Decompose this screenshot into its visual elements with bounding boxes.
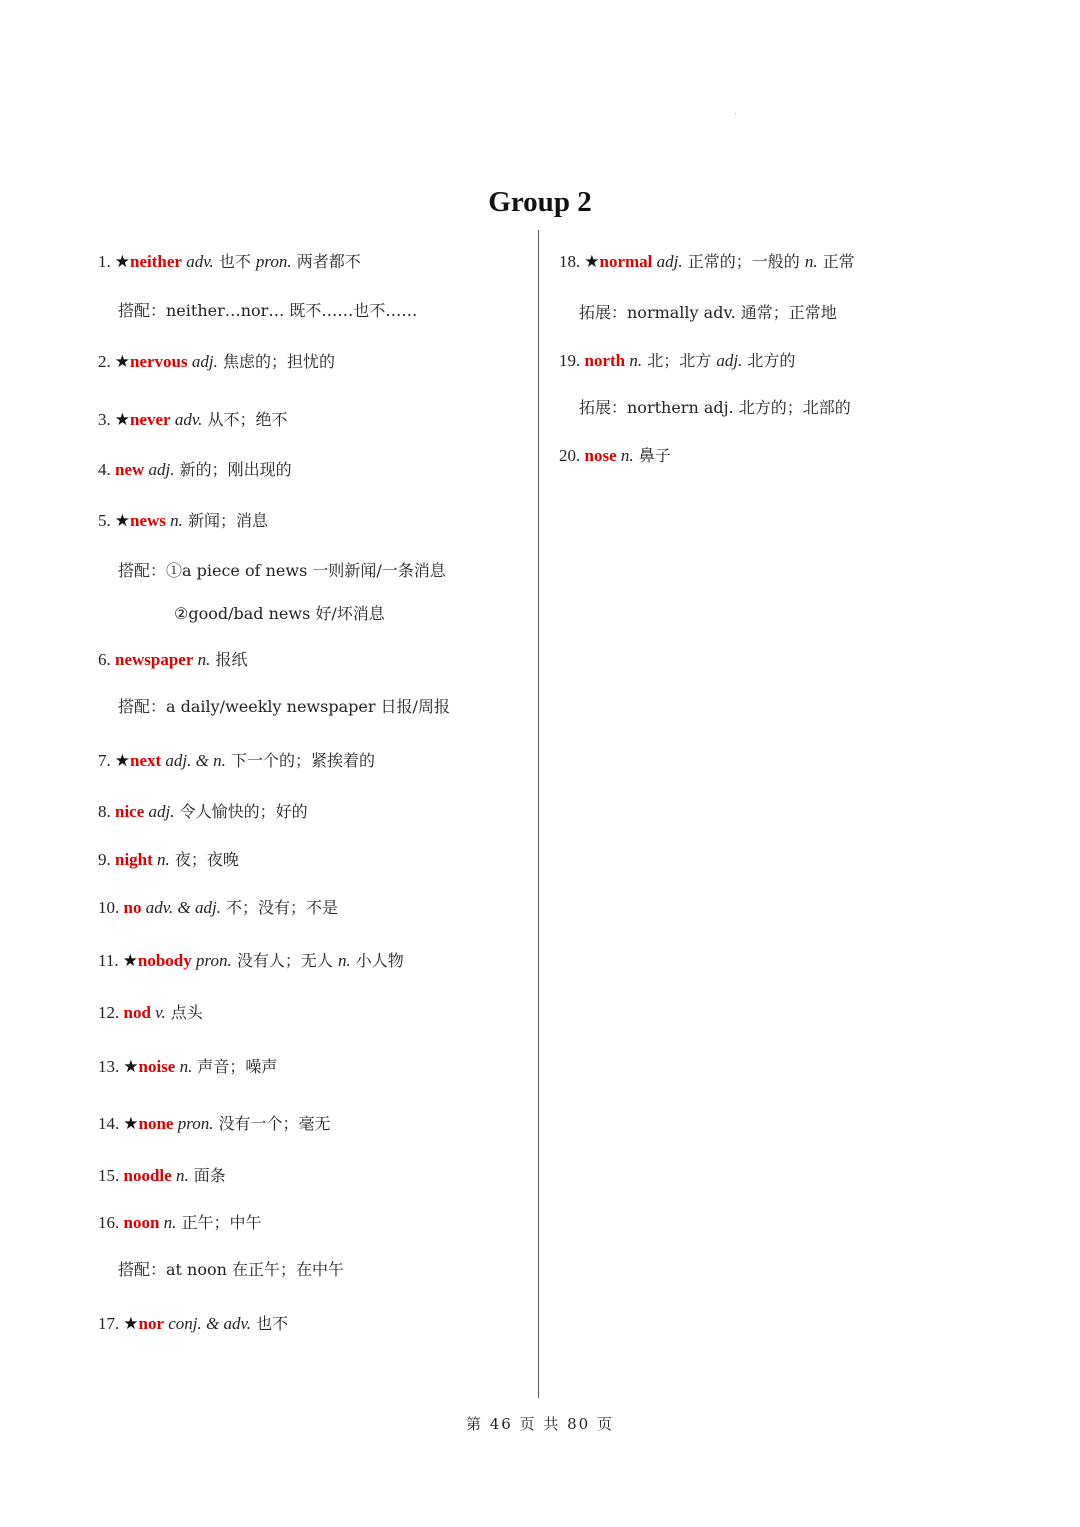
- entry-number: 16.: [98, 1213, 120, 1232]
- entry-number: 10.: [98, 898, 120, 917]
- entry-number: 20.: [559, 446, 581, 465]
- definition: 鼻子: [633, 446, 671, 465]
- part-of-speech: n.: [152, 850, 170, 869]
- definition: 正常的；一般的: [682, 252, 805, 271]
- part-of-speech: adj.: [187, 352, 218, 371]
- entry-word: night: [115, 850, 153, 869]
- definition: 正常: [817, 252, 855, 271]
- star-icon: ★: [122, 951, 138, 970]
- entry-number: 6.: [98, 650, 111, 669]
- entry-number: 9.: [98, 850, 111, 869]
- vocab-entry: [98, 250, 361, 274]
- star-icon: ★: [114, 410, 130, 429]
- definition: 北；北方: [642, 351, 717, 370]
- part-of-speech: v.: [150, 1003, 166, 1022]
- entry-number: 5.: [98, 511, 111, 530]
- collocation-note: [118, 559, 446, 583]
- star-icon: ★: [114, 352, 130, 371]
- vocab-entry: [98, 648, 248, 672]
- star-icon: ★: [114, 751, 130, 770]
- vocab-entry: [98, 1055, 277, 1079]
- entry-number: 12.: [98, 1003, 120, 1022]
- definition: 点头: [165, 1003, 203, 1022]
- entry-number: 15.: [98, 1166, 120, 1185]
- entry-number: 1.: [98, 252, 111, 271]
- entry-number: 13.: [98, 1057, 120, 1076]
- vocab-entry: [98, 896, 338, 920]
- definition: 两者都不: [291, 252, 361, 271]
- definition: 夜；夜晚: [169, 850, 239, 869]
- star-icon: ★: [114, 252, 130, 271]
- definition: 新的；刚出现的: [174, 460, 292, 479]
- definition: 北方的: [742, 351, 796, 370]
- definition: 也不: [213, 252, 256, 271]
- entry-word: nod: [123, 1003, 151, 1022]
- part-of-speech: n.: [159, 1213, 177, 1232]
- star-icon: ★: [123, 1057, 139, 1076]
- definition: 新闻；消息: [182, 511, 268, 530]
- note-text: 拓展：normally adv. 通常；正常地: [579, 303, 837, 322]
- collocation-note: [174, 602, 385, 626]
- definition: 不；没有；不是: [220, 898, 339, 917]
- entry-word: nobody: [137, 951, 192, 970]
- entry-word: nose: [584, 446, 617, 465]
- part-of-speech: pron.: [173, 1114, 214, 1133]
- vocab-entry: [98, 1312, 288, 1336]
- part-of-speech: n.: [171, 1166, 189, 1185]
- entry-word: north: [584, 351, 626, 370]
- entry-number: 18.: [559, 252, 581, 271]
- entry-word: never: [130, 410, 171, 429]
- star-icon: ★: [584, 252, 600, 271]
- vocab-entry: [98, 749, 375, 773]
- collocation-note: [579, 396, 851, 420]
- entry-number: 8.: [98, 802, 111, 821]
- entry-word: noon: [123, 1213, 160, 1232]
- entry-number: 2.: [98, 352, 111, 371]
- part-of-speech: adv. & adj.: [141, 898, 221, 917]
- part-of-speech: adj.: [716, 351, 743, 370]
- entry-word: noise: [138, 1057, 176, 1076]
- entry-number: 7.: [98, 751, 111, 770]
- definition: 焦虑的；担忧的: [217, 352, 335, 371]
- definition: 没有一个；毫无: [213, 1114, 331, 1133]
- note-text: 搭配：a daily/weekly newspaper 日报/周报: [118, 697, 450, 716]
- definition: 正午；中午: [176, 1213, 262, 1232]
- star-icon: ★: [123, 1314, 139, 1333]
- vocab-entry: [98, 848, 239, 872]
- entry-number: 4.: [98, 460, 111, 479]
- entry-word: noodle: [123, 1166, 172, 1185]
- entry-word: normal: [599, 252, 653, 271]
- collocation-note: [579, 301, 837, 325]
- entry-word: no: [123, 898, 142, 917]
- entry-word: news: [130, 511, 166, 530]
- definition: 从不；绝不: [202, 410, 288, 429]
- part-of-speech: n.: [193, 650, 211, 669]
- entry-number: 19.: [559, 351, 581, 370]
- entry-word: none: [138, 1114, 174, 1133]
- part-of-speech: adv.: [170, 410, 203, 429]
- page-footer: 第 46 页 共 80 页: [465, 1415, 614, 1433]
- part-of-speech: n.: [616, 446, 634, 465]
- vocab-entry: [98, 408, 287, 432]
- collocation-note: [118, 695, 450, 719]
- entry-word: nice: [115, 802, 145, 821]
- part-of-speech: conj. & adv.: [164, 1314, 252, 1333]
- vocab-entry: [98, 1164, 226, 1188]
- vocab-entry: [98, 350, 335, 374]
- definition: 小人物: [350, 951, 404, 970]
- part-of-speech: adj. & n.: [161, 751, 226, 770]
- part-of-speech: adj.: [652, 252, 683, 271]
- definition: 声音；噪声: [192, 1057, 278, 1076]
- vocab-entry: [98, 458, 292, 482]
- entry-number: 14.: [98, 1114, 120, 1133]
- part-of-speech: adv.: [181, 252, 214, 271]
- entry-number: 11.: [98, 951, 119, 970]
- stray-mark: [735, 113, 736, 114]
- note-text: 搭配：at noon 在正午；在中午: [118, 1260, 345, 1279]
- definition: 令人愉快的；好的: [174, 802, 308, 821]
- vocab-entry: [98, 1211, 262, 1235]
- part-of-speech: adj.: [144, 460, 175, 479]
- vocab-entry: [98, 949, 404, 973]
- note-text: 拓展：northern adj. 北方的；北部的: [579, 398, 851, 417]
- definition: 没有人；无人: [231, 951, 338, 970]
- collocation-note: [118, 299, 417, 323]
- note-text: 搭配：①a piece of news 一则新闻/一条消息: [118, 561, 446, 580]
- entry-number: 17.: [98, 1314, 120, 1333]
- vocab-entry: [559, 349, 795, 373]
- definition: 报纸: [210, 650, 248, 669]
- vocab-entry: [559, 250, 855, 274]
- entry-word: newspaper: [115, 650, 194, 669]
- note-text: 搭配：neither…nor… 既不……也不……: [118, 301, 418, 320]
- page-title: Group 2: [488, 186, 592, 218]
- part-of-speech: n.: [804, 252, 818, 271]
- part-of-speech: n.: [175, 1057, 193, 1076]
- vocab-entry: [98, 1001, 203, 1025]
- entry-word: nervous: [130, 352, 188, 371]
- column-divider: [538, 230, 539, 1398]
- part-of-speech: adj.: [144, 802, 175, 821]
- entry-word: neither: [130, 252, 182, 271]
- definition: 下一个的；紧挨着的: [225, 751, 375, 770]
- vocab-entry: [98, 1112, 331, 1136]
- vocab-entry: [98, 800, 308, 824]
- part-of-speech: n.: [625, 351, 643, 370]
- star-icon: ★: [123, 1114, 139, 1133]
- entry-word: new: [115, 460, 145, 479]
- definition: 面条: [188, 1166, 226, 1185]
- star-icon: ★: [114, 511, 130, 530]
- note-text: ②good/bad news 好/坏消息: [174, 604, 385, 623]
- entry-number: 3.: [98, 410, 111, 429]
- vocab-entry: [559, 444, 671, 468]
- entry-word: nor: [138, 1314, 164, 1333]
- part-of-speech: pron.: [255, 252, 292, 271]
- entry-word: next: [130, 751, 162, 770]
- part-of-speech: pron.: [191, 951, 232, 970]
- part-of-speech: n.: [165, 511, 183, 530]
- collocation-note: [118, 1258, 344, 1282]
- part-of-speech: n.: [337, 951, 351, 970]
- vocab-entry: [98, 509, 268, 533]
- definition: 也不: [251, 1314, 289, 1333]
